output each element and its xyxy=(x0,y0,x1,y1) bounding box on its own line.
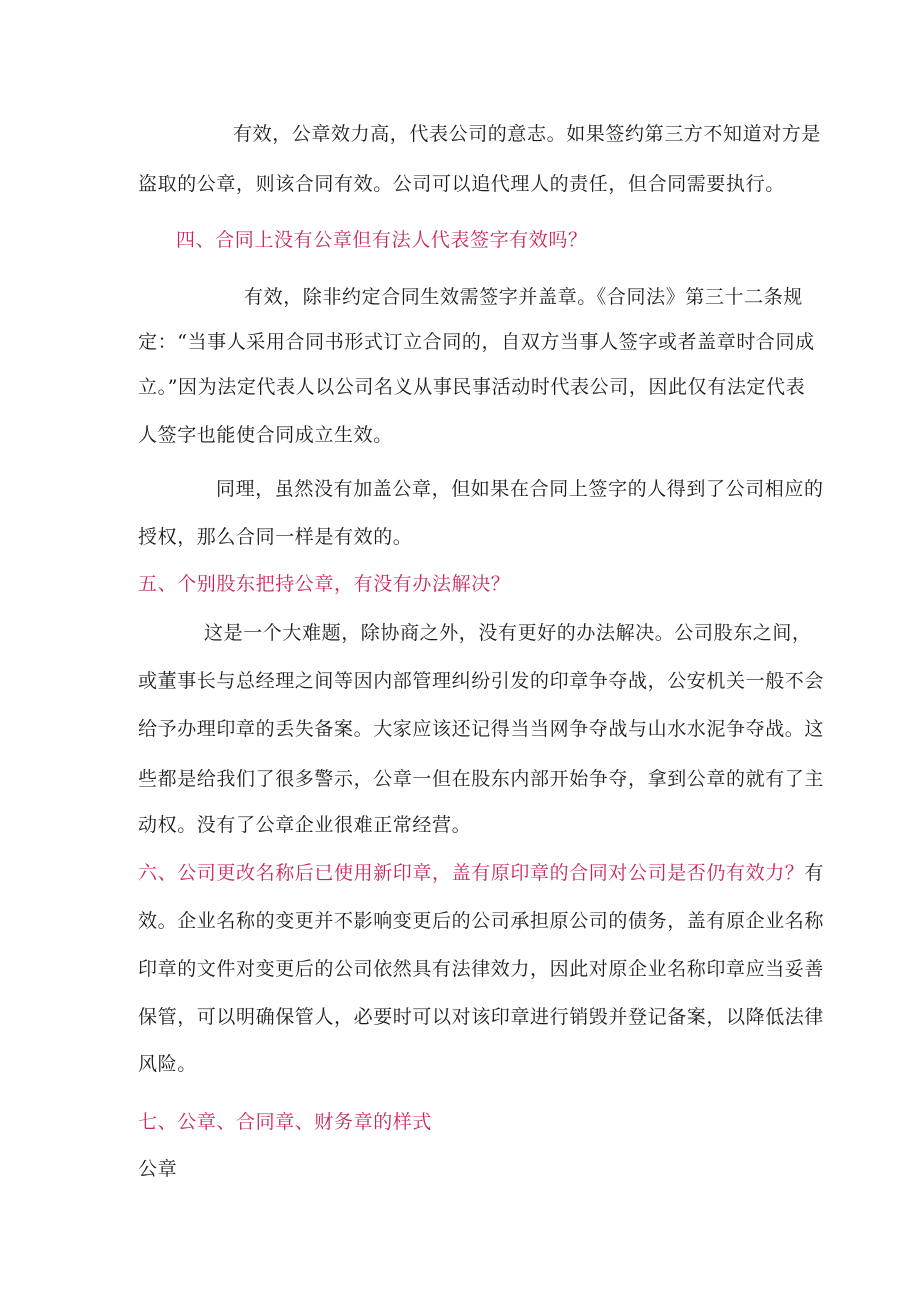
text-line: 效。企业名称的变更并不影响变更后的公司承担原公司的债务，盖有原企业名称 xyxy=(138,910,825,932)
text-line: 盗取的公章，则该合同有效。公司可以追代理人的责任，但合同需要执行。 xyxy=(138,173,785,195)
text-line: 人签字也能使合同成立生效。 xyxy=(138,424,393,446)
paragraph-official-seal-label: 公章 xyxy=(138,1158,178,1180)
section-heading-5: 五、个别股东把持公章，有没有办法解决？ xyxy=(138,573,511,595)
section-heading-4: 四、合同上没有公章但有法人代表签字有效吗？ xyxy=(176,229,588,251)
section-heading-7: 七、公章、合同章、财务章的样式 xyxy=(138,1111,433,1133)
text-line: 印章的文件对变更后的公司依然具有法律效力，因此对原企业名称印章应当妥善 xyxy=(138,958,825,980)
text-line: 同理，虽然没有加盖公章，但如果在合同上签字的人得到了公司相应的 xyxy=(216,478,824,500)
text-line: 立。”因为法定代表人以公司名义从事民事活动时代表公司，因此仅有法定代表 xyxy=(138,376,806,398)
text-line: 授权，那么合同一样是有效的。 xyxy=(138,526,413,548)
section-heading-6: 六、公司更改名称后已使用新印章，盖有原印章的合同对公司是否仍有效力？ xyxy=(138,862,805,884)
run-in-text: 有 xyxy=(804,862,825,884)
text-line: 些都是给我们了很多警示，公章一但在股东内部开始争夺，拿到公章的就有了主 xyxy=(138,768,825,790)
text-line: 有效，公章效力高，代表公司的意志。如果签约第三方不知道对方是 xyxy=(233,123,822,145)
text-line: 定：“当事人采用合同书形式订立合同的，自双方当事人签字或者盖章时合同成 xyxy=(138,331,815,353)
text-line: 或董事长与总经理之间等因内部管理纠纷引发的印章争夺战，公安机关一般不会 xyxy=(138,670,825,692)
text-line: 这是一个大难题，除协商之外，没有更好的办法解决。公司股东之间， xyxy=(204,622,812,644)
text-line: 有效，除非约定合同生效需签字并盖章。《合同法》第三十二条规 xyxy=(244,286,803,308)
text-line: 风险。 xyxy=(138,1053,197,1075)
text-line: 保管，可以明确保管人，必要时可以对该印章进行销毁并登记备案，以降低法律 xyxy=(138,1006,825,1028)
text-line: 动权。没有了公章企业很难正常经营。 xyxy=(138,814,472,836)
text-line xyxy=(138,855,825,892)
text-line: 给予办理印章的丢失备案。大家应该还记得当当网争夺战与山水水泥争夺战。这 xyxy=(138,718,825,740)
